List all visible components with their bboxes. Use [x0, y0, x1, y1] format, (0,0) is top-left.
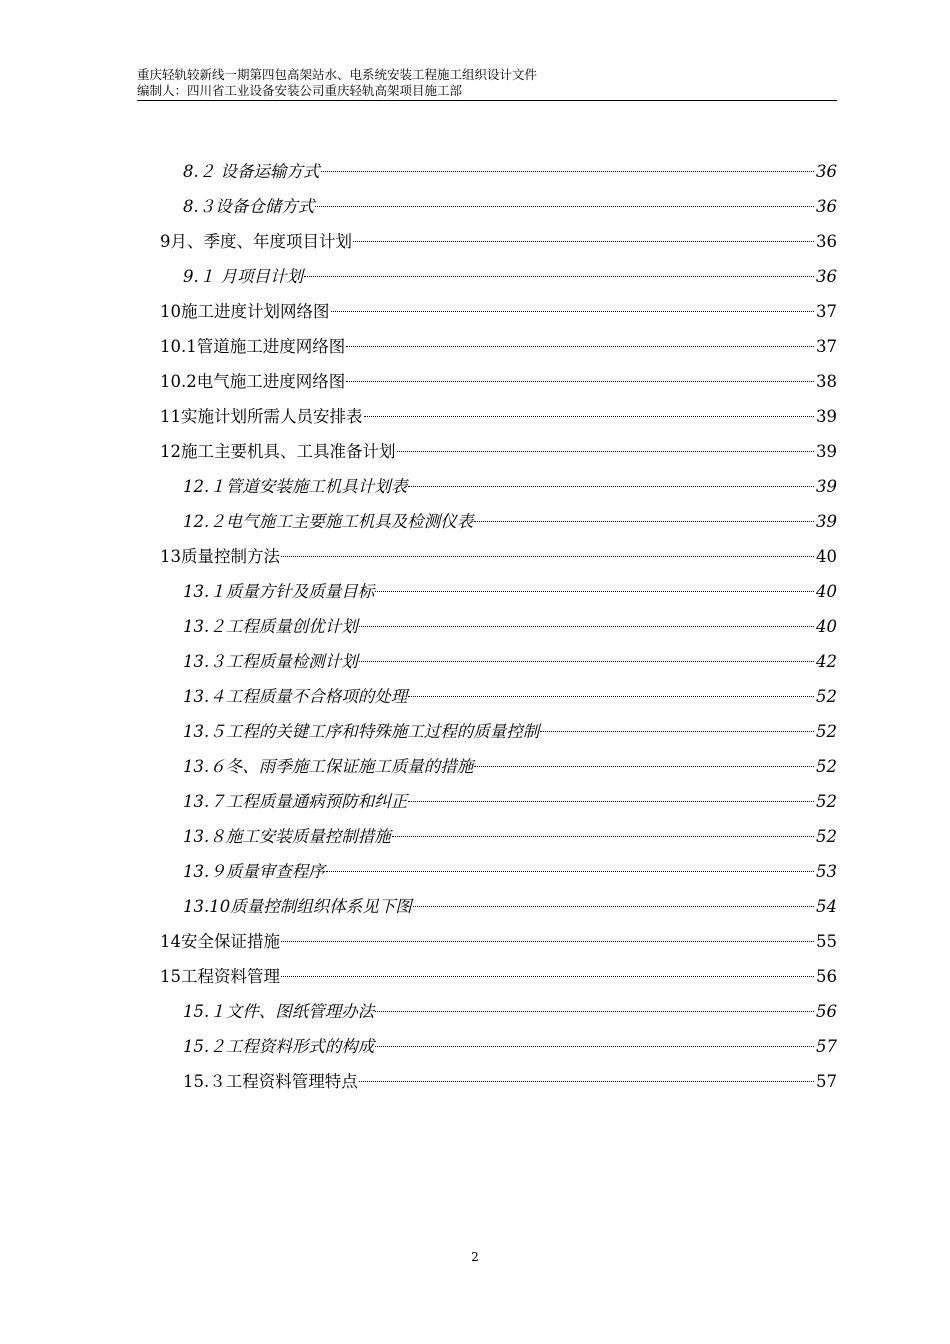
toc-entry[interactable]: [160, 819, 837, 854]
toc-entry-title: 10施工进度计划网络图: [160, 302, 330, 321]
toc-entry[interactable]: [160, 259, 837, 294]
toc-entry-page: 37: [816, 337, 837, 356]
toc-entry-title: 15.３工程资料管理特点: [183, 1072, 358, 1091]
toc-entry[interactable]: [160, 574, 837, 609]
toc-entry-title: 15.１文件、图纸管理办法: [183, 1002, 375, 1021]
toc-entry-title: 13.６冬、雨季施工保证施工质量的措施: [183, 757, 474, 776]
table-of-contents: [160, 154, 837, 1099]
toc-entry-page: 40: [816, 617, 837, 636]
toc-entry-page: 39: [816, 477, 837, 496]
toc-entry-title: 12.２电气施工主要施工机具及检测仪表: [183, 512, 474, 531]
toc-entry-page: 52: [816, 792, 837, 811]
toc-dot-leader: [408, 696, 814, 697]
toc-dot-leader: [359, 661, 814, 662]
toc-entry[interactable]: [160, 959, 837, 994]
toc-dot-leader: [364, 416, 815, 417]
toc-dot-leader: [359, 1081, 814, 1082]
toc-entry-page: 42: [816, 652, 837, 671]
toc-dot-leader: [375, 591, 814, 592]
toc-entry[interactable]: [160, 154, 837, 189]
toc-entry-page: 56: [816, 967, 837, 986]
toc-entry-title: 9.１ 月项目计划: [183, 267, 303, 286]
toc-dot-leader: [353, 241, 814, 242]
toc-entry-page: 36: [816, 162, 837, 181]
toc-entry-page: 53: [816, 862, 837, 881]
toc-dot-leader: [321, 171, 815, 172]
toc-entry-page: 55: [816, 932, 837, 951]
toc-entry[interactable]: [160, 364, 837, 399]
toc-dot-leader: [346, 346, 814, 347]
toc-dot-leader: [375, 1011, 814, 1012]
toc-entry-title: 13.２工程质量创优计划: [183, 617, 358, 636]
toc-entry-page: 37: [816, 302, 837, 321]
toc-entry-page: 39: [816, 512, 837, 531]
toc-entry-title: 13.９质量审查程序: [183, 862, 325, 881]
toc-dot-leader: [304, 276, 814, 277]
header-project-title: 重庆轻轨较新线一期第四包高架站水、电系统安装工程施工组织设计文件: [137, 67, 538, 82]
toc-entry-page: 54: [816, 897, 837, 916]
toc-entry[interactable]: [160, 1064, 837, 1099]
toc-entry[interactable]: [160, 189, 837, 224]
toc-entry-title: 11实施计划所需人员安排表: [160, 407, 363, 426]
toc-dot-leader: [346, 381, 814, 382]
toc-entry[interactable]: [160, 854, 837, 889]
toc-entry[interactable]: [160, 399, 837, 434]
page-header: [137, 67, 837, 101]
toc-entry-title: 14安全保证措施: [160, 932, 280, 951]
toc-entry-page: 39: [816, 407, 837, 426]
toc-entry-title: 13.５工程的关键工序和特殊施工过程的质量控制: [183, 722, 540, 741]
toc-entry[interactable]: [160, 434, 837, 469]
toc-dot-leader: [281, 976, 814, 977]
toc-entry-title: 8.２ 设备运输方式: [183, 162, 320, 181]
toc-dot-leader: [397, 451, 815, 452]
toc-entry-title: 13.８施工安装质量控制措施: [183, 827, 391, 846]
toc-dot-leader: [281, 941, 814, 942]
toc-entry-title: 13.３工程质量检测计划: [183, 652, 358, 671]
toc-dot-leader: [331, 311, 815, 312]
toc-dot-leader: [375, 1046, 814, 1047]
toc-entry[interactable]: [160, 329, 837, 364]
toc-dot-leader: [408, 486, 814, 487]
toc-entry[interactable]: [160, 714, 837, 749]
toc-entry[interactable]: [160, 224, 837, 259]
toc-entry-title: 13.１质量方针及质量目标: [183, 582, 375, 601]
toc-entry-title: 15.２工程资料形式的构成: [183, 1037, 375, 1056]
toc-entry-page: 52: [816, 722, 837, 741]
toc-dot-leader: [408, 801, 814, 802]
toc-dot-leader: [392, 836, 814, 837]
toc-entry[interactable]: [160, 609, 837, 644]
toc-entry[interactable]: [160, 994, 837, 1029]
toc-entry-page: 36: [816, 267, 837, 286]
toc-entry[interactable]: [160, 749, 837, 784]
toc-entry[interactable]: [160, 889, 837, 924]
toc-entry-title: 12.１管道安装施工机具计划表: [183, 477, 408, 496]
toc-entry-title: 13.４工程质量不合格项的处理: [183, 687, 408, 706]
toc-entry[interactable]: [160, 924, 837, 959]
toc-entry[interactable]: [160, 504, 837, 539]
toc-entry[interactable]: [160, 469, 837, 504]
toc-dot-leader: [326, 871, 814, 872]
toc-entry-page: 57: [816, 1072, 837, 1091]
toc-dot-leader: [474, 521, 814, 522]
toc-entry-page: 52: [816, 757, 837, 776]
toc-entry[interactable]: [160, 679, 837, 714]
toc-entry-page: 52: [816, 827, 837, 846]
toc-dot-leader: [359, 626, 814, 627]
toc-entry-title: 10.2电气施工进度网络图: [160, 372, 346, 391]
header-author: 编制人：四川省工业设备安装公司重庆轻轨高架项目施工部: [137, 83, 463, 98]
toc-entry-page: 36: [816, 232, 837, 251]
toc-entry-title: 10.1管道施工进度网络图: [160, 337, 346, 356]
toc-entry-title: 8.３设备仓储方式: [183, 197, 315, 216]
toc-entry[interactable]: [160, 539, 837, 574]
toc-entry-page: 38: [816, 372, 837, 391]
toc-entry[interactable]: [160, 294, 837, 329]
toc-entry-page: 57: [816, 1037, 837, 1056]
toc-dot-leader: [281, 556, 814, 557]
toc-dot-leader: [315, 206, 814, 207]
toc-entry-page: 40: [816, 547, 837, 566]
toc-entry-title: 15工程资料管理: [160, 967, 280, 986]
toc-entry-title: 12施工主要机具、工具准备计划: [160, 442, 396, 461]
toc-entry-page: 39: [816, 442, 837, 461]
page-number: 2: [471, 1250, 479, 1264]
toc-entry-page: 36: [816, 197, 837, 216]
toc-dot-leader: [413, 906, 814, 907]
toc-entry-page: 56: [816, 1002, 837, 1021]
toc-entry[interactable]: [160, 644, 837, 679]
toc-entry[interactable]: [160, 1029, 837, 1064]
toc-entry-page: 40: [816, 582, 837, 601]
toc-entry-title: 13.10质量控制组织体系见下图: [183, 897, 412, 916]
toc-entry-title: 13.７工程质量通病预防和纠正: [183, 792, 408, 811]
toc-entry-title: 9月、季度、年度项目计划: [160, 232, 352, 251]
toc-entry[interactable]: [160, 784, 837, 819]
toc-entry-page: 52: [816, 687, 837, 706]
toc-dot-leader: [540, 731, 814, 732]
toc-dot-leader: [474, 766, 814, 767]
toc-entry-title: 13质量控制方法: [160, 547, 280, 566]
